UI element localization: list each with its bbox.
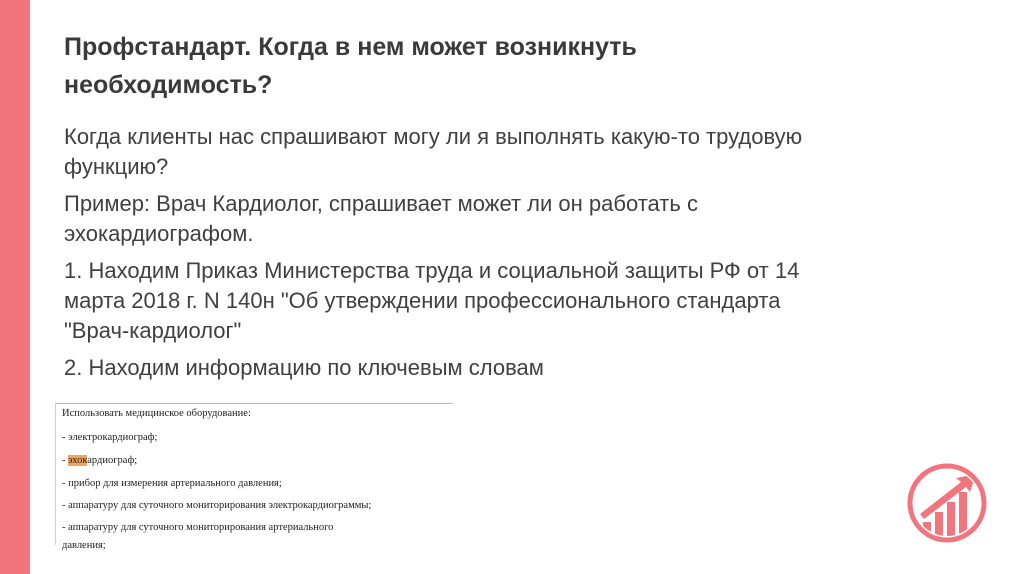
excerpt-item: - электрокардиограф;	[62, 432, 158, 443]
paragraph-line: марта 2018 г. N 140н "Об утверждении профессионального стандарта	[64, 288, 781, 313]
excerpt-item: - аппаратуру для суточного мониторирования электрокардиограммы;	[62, 500, 372, 511]
search-highlight: эхок	[68, 455, 88, 466]
document-excerpt-image	[55, 403, 453, 551]
paragraph-step-2	[64, 353, 964, 383]
paragraph-line: Когда клиенты нас спрашивают могу ли я выполнять какую-то трудовую	[64, 124, 803, 149]
paragraph-line: Пример: Врач Кардиолог, спрашивает может ли он работать с	[64, 191, 698, 216]
excerpt-left-border	[55, 404, 56, 545]
growth-chart-logo-icon	[906, 462, 988, 544]
paragraph-line: эхокардиографом.	[64, 221, 254, 246]
paragraph-line: функцию?	[64, 154, 169, 179]
paragraph-line: 1. Находим Приказ Министерства труда и социальной защиты РФ от 14	[64, 258, 800, 283]
paragraph-line: 2. Находим информацию по ключевым словам	[64, 355, 544, 380]
paragraph-step-1	[64, 256, 964, 346]
paragraph-line: "Врач-кардиолог"	[64, 318, 242, 343]
slide-title	[64, 28, 824, 104]
slide-title-line-2: необходимость?	[64, 71, 273, 99]
slide-title-line-1: Профстандарт. Когда в нем может возникнуть	[64, 33, 637, 61]
excerpt-item: - прибор для измерения артериального давления;	[62, 478, 282, 489]
excerpt-heading: Использовать медицинское оборудование:	[62, 408, 251, 419]
excerpt-item-prefix: -	[62, 455, 69, 466]
accent-bar	[0, 0, 30, 574]
slide-body	[64, 122, 964, 390]
paragraph-question	[64, 122, 964, 182]
excerpt-item-rest: ардиограф;	[87, 455, 138, 466]
excerpt-cut-off-line: давления;	[62, 540, 106, 551]
excerpt-item-highlighted	[62, 455, 137, 466]
excerpt-item: - аппаратуру для суточного мониторирования артериального	[62, 522, 334, 533]
paragraph-example	[64, 189, 964, 249]
